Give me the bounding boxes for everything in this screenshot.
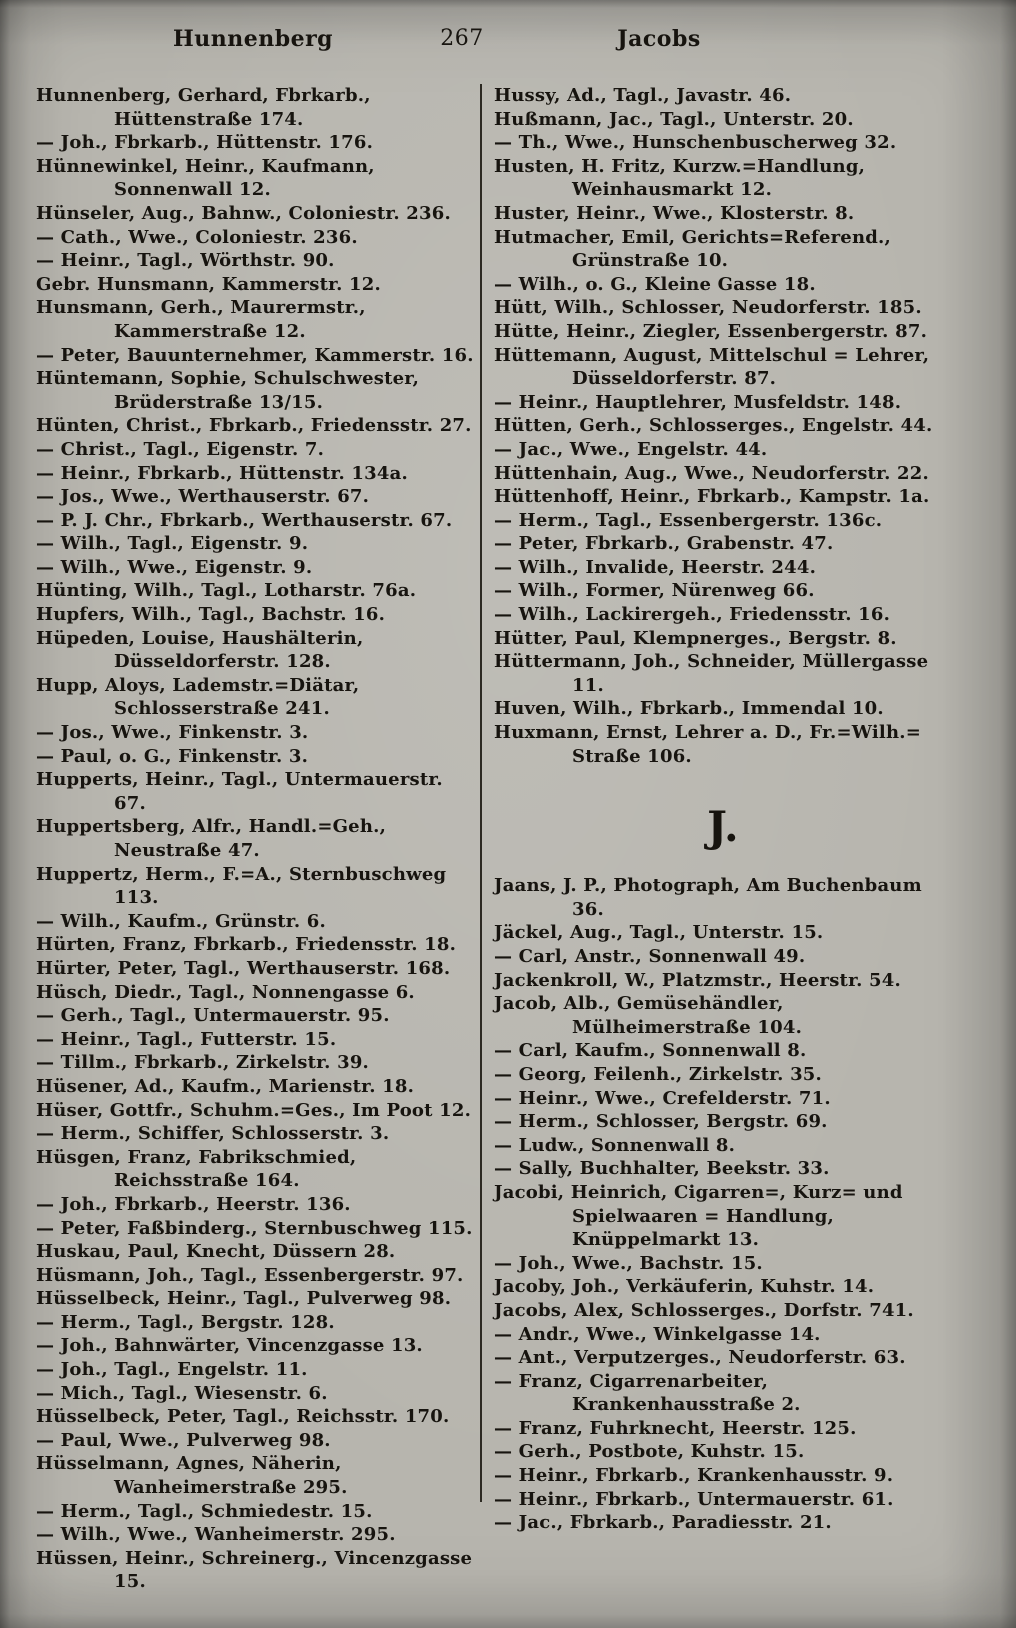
directory-entry: — Herm., Schlosser, Bergstr. 69.	[494, 1111, 828, 1133]
directory-entry: — Heinr., Fbrkarb., Untermauerstr. 61.	[494, 1488, 894, 1510]
directory-entry: Huppertsberg, Alfr., Handl.=Geh., Neustraße 47.	[36, 816, 387, 861]
directory-entry: Hüttermann, Joh., Schneider, Müllergasse 11.	[494, 651, 929, 696]
directory-entry: — Joh., Fbrkarb., Heerstr. 136.	[36, 1193, 351, 1215]
directory-entry: Hüser, Gottfr., Schuhm.=Ges., Im Poot 12.	[36, 1099, 472, 1121]
directory-entry: Jacobs, Alex, Schlosserges., Dorfstr. 741.	[494, 1299, 914, 1321]
directory-entry: — Franz, Fuhrknecht, Heerstr. 125.	[494, 1417, 857, 1439]
directory-entry: Hütt, Wilh., Schlosser, Neudorferstr. 185.	[494, 297, 922, 319]
directory-entry: Hüsselmann, Agnes, Näherin, Wanheimerstraße 295.	[36, 1453, 348, 1499]
directory-entry: — Heinr., Fbrkarb., Krankenhausstr. 9.	[494, 1465, 894, 1487]
directory-entry: — Joh., Tagl., Engelstr. 11.	[36, 1359, 308, 1381]
directory-entry: — Ant., Verputzerges., Neudorferstr. 63.	[494, 1347, 906, 1369]
directory-entry: Hünnewinkel, Heinr., Kaufmann, Sonnenwall 12.	[36, 155, 375, 201]
directory-entry: — Heinr., Tagl., Futterstr. 15.	[36, 1028, 337, 1050]
directory-entry: Hußmann, Jac., Tagl., Unterstr. 20.	[494, 108, 854, 130]
directory-entry: — Jac., Wwe., Engelstr. 44.	[494, 438, 768, 460]
directory-entry: Hütter, Paul, Klempnerges., Bergstr. 8.	[494, 627, 897, 649]
directory-entry: — Herm., Tagl., Essenbergerstr. 136c.	[494, 509, 883, 531]
directory-entry: Hüttenhain, Aug., Wwe., Neudorferstr. 22.	[494, 462, 929, 484]
directory-entry: Hunnenberg, Gerhard, Fbrkarb., Hüttenstraße 174.	[36, 85, 371, 130]
directory-entry: Hunsmann, Gerh., Maurermstr., Kammerstraße 12.	[36, 297, 366, 342]
directory-entry: — Wilh., Kaufm., Grünstr. 6.	[36, 910, 326, 932]
directory-entry: Jäckel, Aug., Tagl., Unterstr. 15.	[494, 922, 824, 944]
directory-entry: — Joh., Wwe., Bachstr. 15.	[494, 1252, 763, 1274]
directory-entry: — Joh., Bahnwärter, Vincenzgasse 13.	[36, 1335, 423, 1357]
directory-entry: Hutmacher, Emil, Gerichts=Referend., Grünstraße 10.	[494, 226, 891, 272]
directory-entry: — Peter, Fbrkarb., Grabenstr. 47.	[494, 533, 834, 555]
directory-entry: — Herm., Tagl., Schmiedestr. 15.	[36, 1500, 373, 1522]
header-keyword-right: Jacobs	[617, 26, 701, 52]
directory-entry: — Andr., Wwe., Winkelgasse 14.	[494, 1323, 821, 1345]
directory-entry: Hünten, Christ., Fbrkarb., Friedensstr. 27.	[36, 415, 472, 437]
directory-entry: Hüsselbeck, Heinr., Tagl., Pulverweg 98.	[36, 1288, 452, 1310]
directory-entry: — Heinr., Fbrkarb., Hüttenstr. 134a.	[36, 462, 408, 484]
directory-entry: — Heinr., Wwe., Crefelderstr. 71.	[494, 1087, 831, 1109]
directory-entry: — Th., Wwe., Hunschenbuscherweg 32.	[494, 132, 897, 154]
directory-entry: Huskau, Paul, Knecht, Düssern 28.	[36, 1241, 396, 1263]
page-header	[0, 26, 1016, 60]
directory-entry: Hütte, Heinr., Ziegler, Essenbergerstr. 87.	[494, 320, 928, 342]
directory-entry: Hürten, Franz, Fbrkarb., Friedensstr. 18.	[36, 934, 457, 956]
directory-entry: — Joh., Fbrkarb., Hüttenstr. 176.	[36, 132, 374, 154]
directory-entry: — Cath., Wwe., Coloniestr. 236.	[36, 226, 358, 248]
directory-entry: — Wilh., Invalide, Heerstr. 244.	[494, 556, 817, 578]
directory-entry: Hüttemann, August, Mittelschul = Lehrer, Düsseldorferstr. 87.	[494, 344, 930, 390]
directory-entry: — Herm., Schiffer, Schlosserstr. 3.	[36, 1123, 390, 1145]
directory-entry: — Franz, Cigarrenarbeiter, Krankenhausstraße 2.	[494, 1370, 801, 1416]
directory-entry: — Carl, Kaufm., Sonnenwall 8.	[494, 1040, 807, 1062]
page-number: 267	[440, 26, 484, 51]
directory-entry: Hürter, Peter, Tagl., Werthauserstr. 168.	[36, 957, 451, 979]
directory-entry: — Jac., Fbrkarb., Paradiesstr. 21.	[494, 1512, 832, 1534]
directory-entry: Hüsener, Ad., Kaufm., Marienstr. 18.	[36, 1075, 415, 1097]
directory-entry: — Wilh., Tagl., Eigenstr. 9.	[36, 533, 309, 555]
directory-entry: — Peter, Faßbinderg., Sternbuschweg 115.	[36, 1217, 473, 1239]
directory-entry: — Carl, Anstr., Sonnenwall 49.	[494, 946, 806, 967]
directory-entry: Hupperts, Heinr., Tagl., Untermauerstr. 67.	[36, 769, 443, 814]
directory-entry: — Wilh., Former, Nürenweg 66.	[494, 580, 815, 602]
directory-entry: Huppertz, Herm., F.=A., Sternbuschweg 113.	[36, 863, 447, 909]
directory-entry: — Jos., Wwe., Werthauserstr. 67.	[36, 486, 370, 508]
directory-entry: — Paul, o. G., Finkenstr. 3.	[36, 745, 309, 767]
directory-entry: — Paul, Wwe., Pulverweg 98.	[36, 1429, 331, 1451]
directory-entry: Jacobi, Heinrich, Cigarren=, Kurz= und Spielwaaren = Handlung, Knüppelmarkt 13.	[494, 1181, 903, 1251]
directory-entry: — Wilh., Lackirergeh., Friedensstr. 16.	[494, 604, 891, 626]
directory-entry: Husten, H. Fritz, Kurzw.=Handlung, Weinhausmarkt 12.	[494, 155, 866, 201]
directory-entry: — Gerh., Tagl., Untermauerstr. 95.	[36, 1005, 390, 1027]
directory-entry: — Ludw., Sonnenwall 8.	[494, 1134, 736, 1156]
section-heading-j: J.	[707, 802, 739, 852]
directory-entry: — Herm., Tagl., Bergstr. 128.	[36, 1311, 335, 1333]
directory-entry: Jacob, Alb., Gemüsehändler, Mülheimerstraße 104.	[494, 993, 803, 1038]
directory-entry: Jacoby, Joh., Verkäuferin, Kuhstr. 14.	[494, 1276, 875, 1298]
directory-entry: Hüssen, Heinr., Schreinerg., Vincenzgasse 15.	[36, 1547, 473, 1593]
directory-entry: — Wilh., o. G., Kleine Gasse 18.	[494, 273, 816, 295]
directory-entry: — Wilh., Wwe., Eigenstr. 9.	[36, 556, 313, 578]
directory-entry: Hüsgen, Franz, Fabrikschmied, Reichsstraße 164.	[36, 1146, 357, 1192]
directory-entry: Hüpeden, Louise, Haushälterin, Düsseldorferstr. 128.	[36, 627, 364, 673]
column-divider	[480, 84, 482, 1502]
header-keyword-left: Hunnenberg	[172, 26, 334, 52]
directory-entry: Hupp, Aloys, Lademstr.=Diätar, Schlosserstraße 241.	[36, 674, 360, 720]
directory-entry: — Heinr., Tagl., Wörthstr. 90.	[36, 250, 335, 272]
directory-entry: Hütten, Gerh., Schlosserges., Engelstr. 44.	[494, 415, 933, 437]
directory-entry: — Jos., Wwe., Finkenstr. 3.	[36, 722, 309, 744]
directory-entry: Jackenkroll, W., Platzmstr., Heerstr. 54.	[494, 969, 901, 991]
directory-entry: — Wilh., Wwe., Wanheimerstr. 295.	[36, 1524, 396, 1546]
directory-entry: Hüsch, Diedr., Tagl., Nonnengasse 6.	[36, 981, 415, 1003]
right-column	[494, 84, 952, 1535]
directory-entry: Huven, Wilh., Fbrkarb., Immendal 10.	[494, 698, 884, 720]
directory-entry: Hüsmann, Joh., Tagl., Essenbergerstr. 97.	[36, 1264, 464, 1286]
directory-entry: — Christ., Tagl., Eigenstr. 7.	[36, 438, 325, 460]
directory-entry: — Sally, Buchhalter, Beekstr. 33.	[494, 1158, 830, 1180]
directory-entry: — Gerh., Postbote, Kuhstr. 15.	[494, 1441, 805, 1463]
directory-entry: Huxmann, Ernst, Lehrer a. D., Fr.=Wilh.= Straße 106.	[494, 722, 922, 767]
directory-entry: — Mich., Tagl., Wiesenstr. 6.	[36, 1382, 328, 1404]
directory-entry: Hünseler, Aug., Bahnw., Coloniestr. 236.	[36, 202, 451, 224]
directory-entry: — Georg, Feilenh., Zirkelstr. 35.	[494, 1063, 822, 1085]
directory-entry: Hussy, Ad., Tagl., Javastr. 46.	[494, 85, 792, 106]
directory-entry: — Heinr., Hauptlehrer, Musfeldstr. 148.	[494, 391, 902, 413]
directory-entry: Hünting, Wilh., Tagl., Lotharstr. 76a.	[36, 580, 417, 602]
directory-entry: Huster, Heinr., Wwe., Klosterstr. 8.	[494, 202, 855, 224]
directory-entry: Hupfers, Wilh., Tagl., Bachstr. 16.	[36, 604, 386, 626]
directory-entry: — Tillm., Fbrkarb., Zirkelstr. 39.	[36, 1052, 370, 1074]
directory-entry: Gebr. Hunsmann, Kammerstr. 12.	[36, 273, 381, 295]
left-column	[36, 84, 474, 1594]
directory-entry: — Peter, Bauunternehmer, Kammerstr. 16.	[36, 344, 474, 366]
directory-entry: Hüntemann, Sophie, Schulschwester, Brüderstraße 13/15.	[36, 368, 420, 413]
directory-entry: Hüttenhoff, Heinr., Fbrkarb., Kampstr. 1a.	[494, 486, 930, 508]
directory-entry: Jaans, J. P., Photograph, Am Buchenbaum 36.	[494, 875, 922, 920]
directory-entry: Hüsselbeck, Peter, Tagl., Reichsstr. 170.	[36, 1406, 450, 1428]
directory-entry: — P. J. Chr., Fbrkarb., Werthauserstr. 67.	[36, 509, 453, 531]
